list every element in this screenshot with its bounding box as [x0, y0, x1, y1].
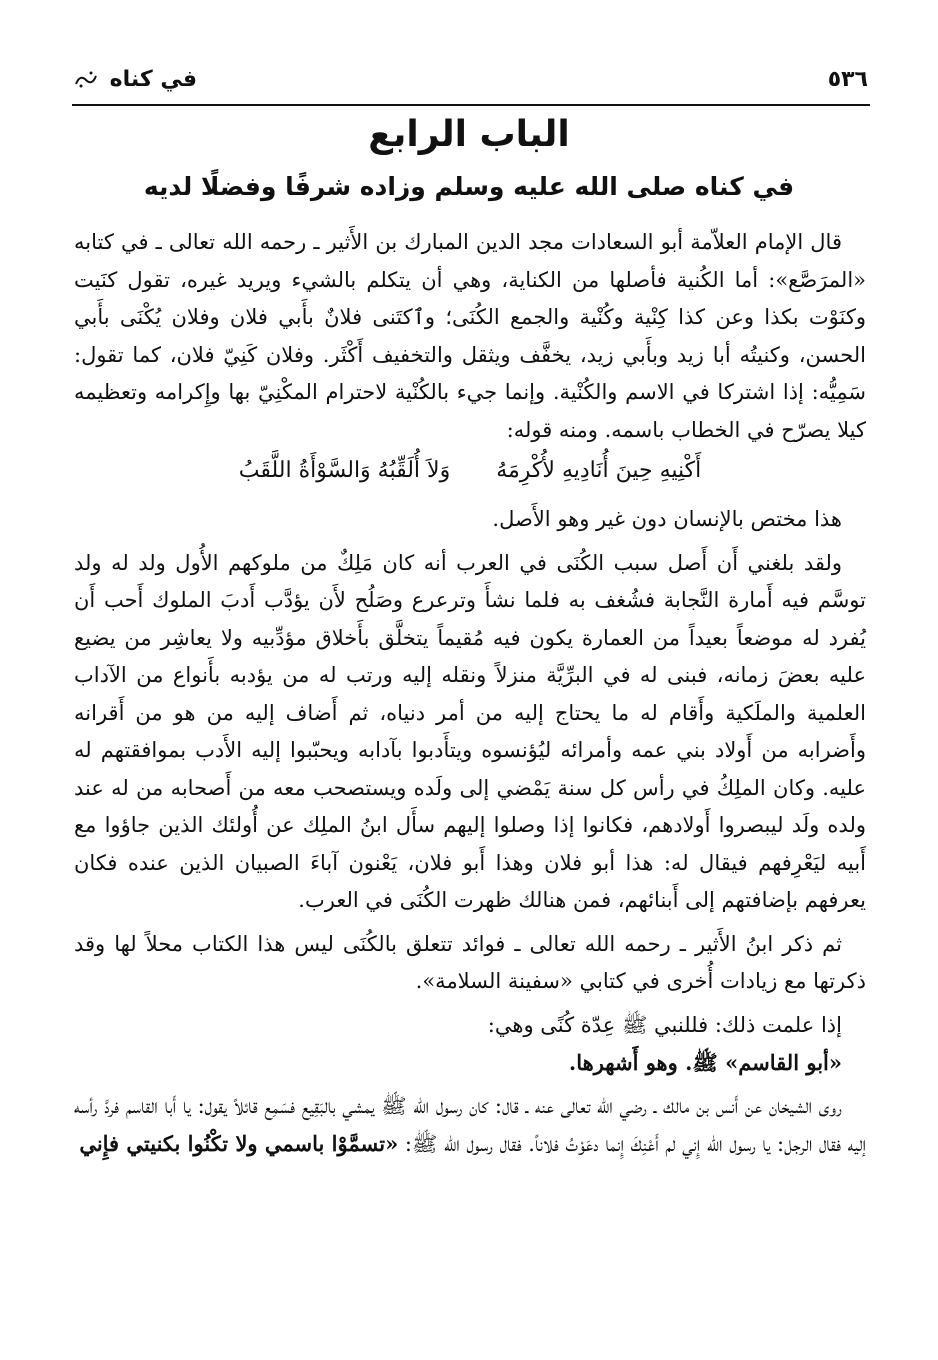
running-title-group	[74, 67, 197, 92]
running-title: في كناه	[109, 66, 198, 92]
paragraph-conclusion: ثم ذكر ابنُ الأَثير ـ رحمه الله تعالى ـ فوائد تتعلق بالكُنَى ليس هذا الكتاب محلاً لها وقد ذكرتها مع زيادات أُخرى في كتابي «سفينة السلامة».	[74, 931, 866, 993]
verse-second-hemistich: وَلاَ أُلَقِّبُهُ وَالسَّوْأَةُ اللَّقَبُ	[238, 458, 451, 483]
chapter-title: الباب الرابع	[368, 114, 570, 155]
paragraph-intro: قال الإمام العلاّمة أبو السعادات مجد الدين المبارك بن الأَثير ـ رحمه الله تعالى ـ في كتابه «المرَصَّع»: أما الكُنية فأصلها من الكناية، وهي أن يتكلم بالشيء ويريد غيره، تقول كنَيت وكنَوْت بكذا وعن كذا كِنْية وكُنْية والجمع الكُنَى؛ وٱكتَنى فلانٌ بأَبي فلان وفلان يُكْنَى بأَبي الحسن، وكنيتُه أبا زيد وبأَبي زيد، يخفَّف ويثقل والتخفيف أَكْثَر. وفلان كَنِيّ فلان، كما تقول: سَمِيُّه: إذا اشتركا في الاسم والكُنْية. وإنما جيء بالكُنْية لاحترام المكْنِيّ بها وإِكرامه وتعظيمه كيلا يصرّح في الخطاب باسمه. ومنه قوله:	[74, 230, 866, 442]
page-number: ٥٣٦	[827, 66, 868, 92]
hadith-text: روى الشيخان عن أَنس بن مالك ـ رضي الله تعالى عنه ـ قال: كان رسول الله ﷺ يمشي بالبَقِيع فسَمِع قائلاً يقول: يا أَبا القاسم فردَّ رأسه إليه فقال الرجل: يا رسول الله إِني لم أَعْنِكَ إِنما دعَوْتُ فلاناً. فقال رسول الله ﷺ:	[74, 1093, 866, 1156]
salawat-seal-icon	[74, 70, 98, 90]
body-text	[74, 224, 866, 1164]
header-divider	[72, 104, 870, 106]
paragraph-story: ولقد بلغني أَن أَصل سبب الكُنَى في العرب أنه كان مَلِكٌ من ملوكهم الأُول ولد له ولد توسَّم فيه أَمارة النَّجابة فشُغف به فلما نشأَ وترعرع وصَلُح لأَن يؤدَّب أَدبَ الملوك أَحب أَن يُفرد له موضعاً بعيداً من العمارة يكون فيه مُقيماً يتخلَّق بأَخلاق مؤدِّبيه ولا يعاشِر من يضيع عليه بعضَ زمانه، فبنى له في البرِّيَّة منزلاً ونقله إليه ورتب له من يؤدبه بأَنواع من الآداب العلمية والملَكية وأَقام له ما يحتاج إليه من أمر دنياه، ثم أَضاف إليه من هو من أَقرانه وأَضرابه من أَولاد بني عمه وأمرائه ليُؤنسوه ويتأَدبوا بآدابه ويحبّبوا إليه الأَدب بموافقتهم له عليه. وكان الملِكُ في رأس كل سنة يَمْضي إلى ولَده ويستصحب معه من أَصحابه من له عند ولده ولَد ليبصروا أَولادهم، فكانوا إذا وصلوا إليهم سأَل ابنُ الملِك عن أُولئك الذين جاؤوا مع أَبيه ليَعْرِفهم فيقال له: هذا أبو فلان وهذا أَبو فلان، يَعْنون آباءَ الصبيان الذين عنده فكان يعرفهم بإضافتهم إلى أَبنائهم، فمن هنالك ظهرت الكُنَى في العرب.	[74, 550, 867, 912]
paragraph-note: هذا مختص بالإنسان دون غير وهو الأَصل.	[492, 507, 842, 531]
kunya-heading: «أبو القاسم» ﷺ. وهو أَشهرها.	[568, 1050, 842, 1075]
poetry-verse	[74, 451, 866, 491]
paragraph-intro-line: إذا علمت ذلك: فللنبي ﷺ عِدّة كُنًى وهي:	[487, 1012, 842, 1037]
verse-first-hemistich: أَكْنِيهِ حِينَ أُنَادِيهِ لأُكْرِمَهُ	[496, 458, 702, 483]
running-header	[74, 58, 868, 100]
paragraph-hadith	[74, 1088, 866, 1164]
hadith-quote: «تسمَّوْا باسمي ولا تكْنُوا بكنيتي فإِني	[79, 1131, 399, 1156]
chapter-subtitle: في كناه صلى الله عليه وسلم وزاده شرفًا وفضلًا لديه	[143, 172, 795, 201]
